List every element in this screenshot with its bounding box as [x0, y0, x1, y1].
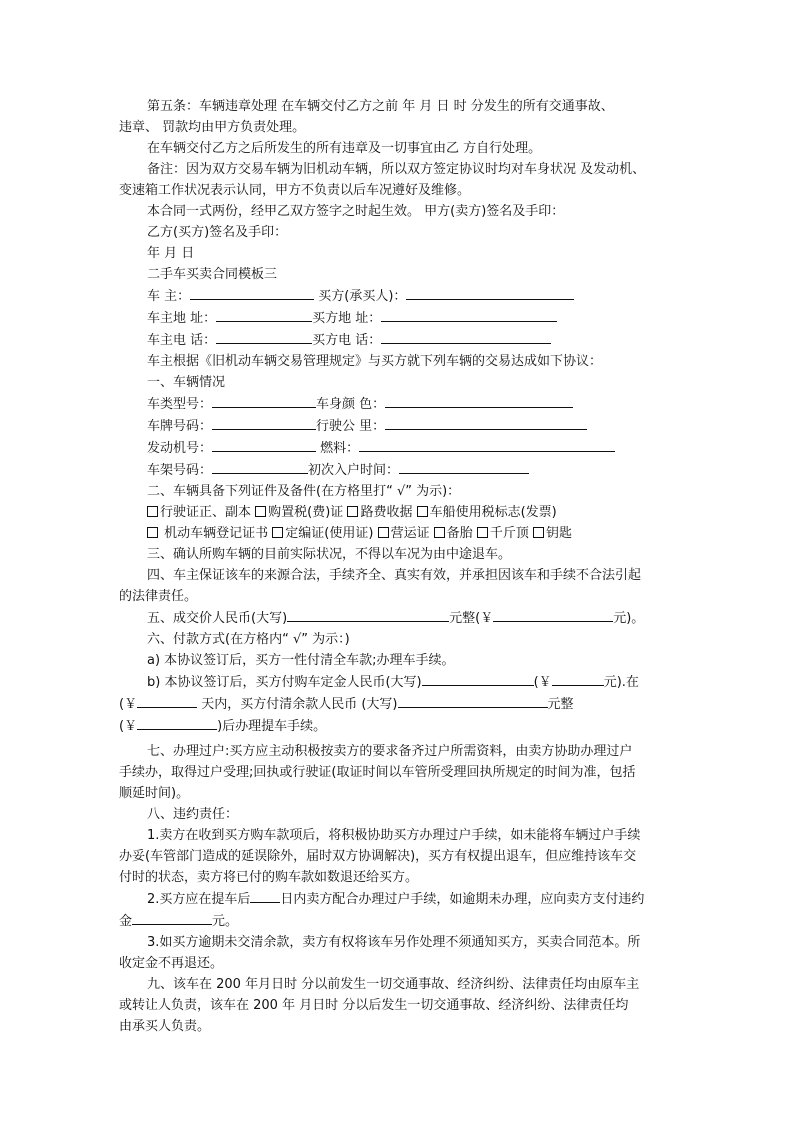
breach-2-line2 [119, 910, 679, 932]
doc-label: 购置税(费)证 [268, 505, 344, 520]
checkbox-icon[interactable] [255, 506, 266, 517]
checkbox-icon[interactable] [477, 527, 488, 538]
engine-row [119, 437, 679, 459]
plate-blank[interactable] [212, 415, 316, 430]
payment-b-line1 [119, 671, 679, 693]
deposit-label: b) 本协议签订后，买方付购车定金人民币(大写) [147, 675, 422, 690]
price-label: 五、成交价人民币(大写) [147, 611, 288, 626]
template-title: 二手车买卖合同模板三 [147, 267, 278, 282]
plate-label: 车牌号码： [147, 419, 213, 434]
doc-label: 机动车辆登记证书 [160, 526, 269, 541]
section-8-title: 八、违约责任： [147, 807, 239, 822]
checkbox-icon[interactable] [417, 506, 428, 517]
price-number-blank[interactable] [493, 607, 613, 622]
remark-line1: 备注：因为双方交易车辆为旧机动车辆，所以双方签定协议时均对车身状况 及发动机、 [147, 162, 646, 177]
plate-row [119, 415, 679, 437]
section-1-title: 一、车辆情况 [147, 375, 226, 390]
balance-number-blank[interactable] [137, 715, 217, 730]
price-end-label: 元)。 [613, 611, 645, 626]
section-9-line1: 九、该车在 200 年月日时 分以前发生一切交通事故、经济纠纷、法律责任均由原车主 [147, 977, 640, 992]
buyer-label: 买方(承买人)： [318, 289, 407, 304]
fuel-label: 燃料： [320, 441, 360, 456]
deposit-end-label: 元).在 [603, 675, 639, 690]
section-4-line2: 的法律责任。 [119, 589, 198, 604]
body-color-blank[interactable] [385, 393, 573, 408]
buyer-phone-label: 买方电 话： [312, 333, 382, 348]
section-2-title: 二、车辆具备下列证件及备件(在方格里打“ √” 为示)： [147, 484, 461, 499]
section-7-line3: 顺延时间)。 [119, 786, 190, 801]
balance-words-blank[interactable] [398, 693, 548, 708]
buyer-address-blank[interactable] [381, 307, 557, 322]
checkbox-icon[interactable] [147, 527, 158, 538]
checkbox-icon[interactable] [434, 527, 445, 538]
mileage-label: 行驶公 里： [316, 419, 386, 434]
breach-days-blank[interactable] [250, 888, 280, 903]
doc-label: 备胎 [446, 526, 473, 541]
doc-label: 车船使用税标志(发票) [429, 505, 557, 520]
checkbox-icon[interactable] [533, 527, 544, 538]
remark-line2: 变速箱工作状况表示认同，甲方不负责以后车况遵好及维修。 [119, 183, 471, 198]
balance-yuan-label: (￥ [119, 719, 138, 734]
days-yuan-label: (￥ [119, 697, 138, 712]
frame-label: 车架号码： [147, 463, 213, 478]
engine-label: 发动机号： [147, 441, 213, 456]
fuel-blank[interactable] [359, 437, 615, 452]
deposit-yuan-label: (￥ [533, 675, 552, 690]
frame-row [119, 459, 679, 481]
owner-address-blank[interactable] [216, 307, 312, 322]
penalty-end: 元。 [212, 914, 239, 929]
doc-label: 钥匙 [546, 526, 573, 541]
vehicle-type-label: 车类型号： [147, 397, 213, 412]
doc-label: 千斤顶 [489, 526, 529, 541]
balance-label: 天内，买方付清余款人民币 (大写) [201, 697, 398, 712]
owner-phone-blank[interactable] [216, 329, 312, 344]
deposit-number-blank[interactable] [552, 671, 604, 686]
payment-b-line2 [119, 693, 679, 715]
doc-label: 路费收据 [360, 505, 413, 520]
clause-5-line1: 第五条：车辆违章处理 在车辆交付乙方之前 年 月 日 时 分发生的所有交通事故、 [147, 99, 614, 114]
breach-1-line3: 付时的状态，卖方将已付的购车款如数退还给买方。 [119, 870, 419, 885]
address-row [119, 307, 679, 329]
pickup-label: )后办理提车手续。 [217, 719, 327, 734]
doc-label: 营运证 [390, 526, 430, 541]
phone-row [119, 329, 679, 351]
frame-blank[interactable] [212, 459, 308, 474]
penalty-label: 金 [119, 914, 133, 929]
clause-5-after: 在车辆交付乙方之后所发生的所有违章及一切事宜由乙 方自行处理。 [147, 141, 542, 156]
clause-5-line2: 违章、 罚款均由甲方负责处理。 [119, 120, 306, 135]
buyer-blank[interactable] [406, 285, 574, 300]
section-7-line2: 手续办，取得过户受理;回执或行驶证(取证时间以车管所受理回执所规定的时间为准，包括 [119, 765, 636, 780]
vehicle-type-blank[interactable] [212, 393, 316, 408]
doc-label: 行驶证正、副本 [160, 505, 252, 520]
owner-blank[interactable] [190, 285, 314, 300]
breach-3-line2: 收定金不再退还。 [119, 956, 224, 971]
section-4-line1: 四、车主保证该车的来源合法，手续齐全、真实有效，并承担因该车和手续不合法引起 [147, 568, 642, 583]
checkbox-icon[interactable] [147, 506, 158, 517]
balance-end-label: 元整 [547, 697, 574, 712]
breach-2-line1 [119, 888, 679, 910]
section-9-line3: 由承买人负责。 [119, 1019, 211, 1034]
owner-row [119, 285, 679, 307]
checkbox-icon[interactable] [347, 506, 358, 517]
price-row [119, 607, 679, 629]
checkbox-icon[interactable] [272, 527, 283, 538]
buyer-phone-blank[interactable] [381, 329, 551, 344]
owner-label: 车 主： [147, 289, 191, 304]
section-7-line1: 七、办理过户:买方应主动积极按卖方的要求备齐过户所需资料，由卖方协助办理过户 [147, 744, 633, 759]
doc-label: 定编证(使用证) [285, 526, 374, 541]
days-blank[interactable] [137, 693, 197, 708]
breach-1-line1: 1.卖方在收到买方购车款项后，将积极协助买方办理过户手续，如未能将车辆过户手续 [147, 828, 641, 843]
section-9-line2: 或转让人负责，该车在 200 年 月日时 分以后发生一切交通事故、经济纠纷、法律责任均 [119, 998, 629, 1013]
payment-a: a) 本协议签订后，买方一性付清全车款;办理车手续。 [147, 653, 455, 668]
documents-row-1 [119, 502, 679, 523]
checkbox-icon[interactable] [378, 527, 389, 538]
penalty-blank[interactable] [132, 910, 212, 925]
date-line: 年 月 日 [147, 246, 195, 261]
agreement-intro: 车主根据《旧机动车辆交易管理规定》与买方就下列车辆的交易达成如下协议： [147, 354, 603, 369]
contract-page [119, 96, 679, 1037]
breach-1-line2: 办妥(车管部门造成的延误除外，届时双方协调解决)，买方有权提出退车，但应维持该车交 [119, 849, 637, 864]
section-3: 三、确认所购车辆的目前实际状况，不得以车况为由中途退车。 [147, 547, 512, 562]
first-reg-blank[interactable] [399, 459, 529, 474]
mileage-blank[interactable] [385, 415, 587, 430]
buyer-signature: 乙方(买方)签名及手印： [147, 225, 288, 240]
first-reg-label: 初次入户时间： [308, 463, 400, 478]
payment-b-line3 [119, 715, 679, 737]
breach-3-line1: 3.如买方逾期未交清余款，卖方有权将该车另作处理不须通知买方，买卖合同范本。所 [147, 935, 641, 950]
deposit-words-blank[interactable] [422, 671, 534, 686]
price-yuan-label: 元整(￥ [449, 611, 494, 626]
buyer-address-label: 买方地 址： [312, 311, 382, 326]
owner-phone-label: 车主电 话： [147, 333, 217, 348]
vehicle-type-row [119, 393, 679, 415]
body-color-label: 车身颜 色： [316, 397, 386, 412]
price-words-blank[interactable] [287, 607, 449, 622]
breach-2-text: 日内卖方配合办理过户手续，如逾期未办理，应向卖方支付违约 [280, 892, 645, 907]
documents-row-2 [119, 523, 679, 544]
engine-blank[interactable] [212, 437, 316, 452]
breach-2-label: 2.买方应在提车后 [147, 892, 251, 907]
effective-clause: 本合同一式两份，经甲乙双方签字之时起生效。 甲方(卖方)签名及手印： [147, 204, 565, 219]
owner-address-label: 车主地 址： [147, 311, 217, 326]
section-6-title: 六、付款方式(在方格内“ √” 为示：) [147, 632, 350, 647]
